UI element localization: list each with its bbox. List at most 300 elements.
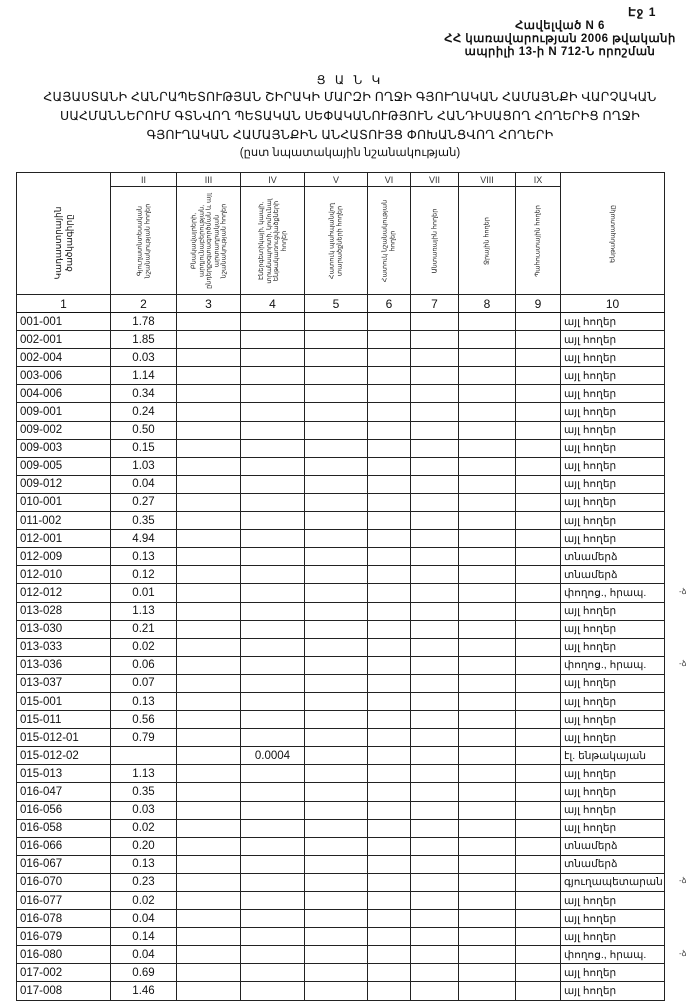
reserve-cell xyxy=(516,892,561,910)
settlements-cell xyxy=(177,548,241,566)
cadastral-code-cell: 013-028 xyxy=(17,602,111,620)
agricultural-area-cell: 0.20 xyxy=(111,837,177,855)
roman-numeral: IX xyxy=(516,173,561,187)
protected-cell xyxy=(305,313,368,331)
special-cell xyxy=(368,819,411,837)
agricultural-area-cell: 0.03 xyxy=(111,349,177,367)
reserve-cell xyxy=(516,783,561,801)
reserve-cell xyxy=(516,457,561,475)
forest-cell xyxy=(411,403,459,421)
water-cell xyxy=(459,855,516,873)
roman-numeral: VIII xyxy=(459,173,516,187)
protected-cell xyxy=(305,892,368,910)
energy-area-cell xyxy=(241,837,305,855)
water-cell xyxy=(459,403,516,421)
subpurpose-cell: տնամերձ xyxy=(561,548,665,566)
agricultural-area-cell: 0.02 xyxy=(111,892,177,910)
cadastral-code-cell: 012-010 xyxy=(17,566,111,584)
energy-area-cell xyxy=(241,566,305,584)
protected-cell xyxy=(305,530,368,548)
subpurpose-cell: փողոց., հրապ. xyxy=(561,946,665,964)
cadastral-code-cell: 015-011 xyxy=(17,711,111,729)
energy-area-cell xyxy=(241,783,305,801)
special-cell xyxy=(368,747,411,765)
protected-cell xyxy=(305,692,368,710)
settlements-cell xyxy=(177,946,241,964)
special-cell xyxy=(368,801,411,819)
settlements-cell xyxy=(177,783,241,801)
protected-cell xyxy=(305,620,368,638)
cadastral-code-cell: 009-001 xyxy=(17,403,111,421)
energy-area-cell xyxy=(241,982,305,1000)
document-title xyxy=(0,72,700,161)
table-row xyxy=(17,421,665,439)
agricultural-area-cell: 0.23 xyxy=(111,873,177,891)
reserve-cell xyxy=(516,729,561,747)
protected-cell xyxy=(305,457,368,475)
land-table xyxy=(16,172,665,1001)
protected-cell xyxy=(305,837,368,855)
water-cell xyxy=(459,729,516,747)
reserve-cell xyxy=(516,493,561,511)
forest-cell xyxy=(411,566,459,584)
forest-cell xyxy=(411,331,459,349)
protected-cell xyxy=(305,331,368,349)
reserve-cell xyxy=(516,331,561,349)
protected-cell xyxy=(305,638,368,656)
cadastral-code-cell: 004-006 xyxy=(17,385,111,403)
reserve-cell xyxy=(516,439,561,457)
header-text: Բնակավայրերի, արդյունաբերության, ընդերքօգտագործման և այլ արտադրական նշանակության հողեր xyxy=(189,192,227,289)
table-row xyxy=(17,819,665,837)
energy-area-cell xyxy=(241,548,305,566)
reserve-cell xyxy=(516,674,561,692)
energy-area-cell xyxy=(241,729,305,747)
agricultural-area-cell: 0.13 xyxy=(111,548,177,566)
column-number: 10 xyxy=(561,295,665,313)
energy-area-cell xyxy=(241,439,305,457)
subpurpose-cell: այլ հողեր xyxy=(561,349,665,367)
forest-cell xyxy=(411,493,459,511)
agricultural-area-cell: 0.24 xyxy=(111,403,177,421)
settlements-cell xyxy=(177,584,241,602)
header-protected xyxy=(305,187,368,295)
agricultural-area-cell: 0.03 xyxy=(111,801,177,819)
agricultural-area-cell: 0.14 xyxy=(111,928,177,946)
protected-cell xyxy=(305,548,368,566)
energy-area-cell xyxy=(241,910,305,928)
special-cell xyxy=(368,783,411,801)
agricultural-area-cell: 1.46 xyxy=(111,982,177,1000)
settlements-cell xyxy=(177,602,241,620)
water-cell xyxy=(459,493,516,511)
forest-cell xyxy=(411,711,459,729)
water-cell xyxy=(459,530,516,548)
water-cell xyxy=(459,747,516,765)
title-line-4: ԳՅՈՒՂԱԿԱՆ ՀԱՄԱՅՆՔԻՆ ԱՆՀԱՏՈՒՅՑ ՓՈԽԱՆՑՎՈՂ ՀՈՂԵՐԻ xyxy=(146,128,554,142)
special-cell xyxy=(368,910,411,928)
agricultural-area-cell: 0.27 xyxy=(111,493,177,511)
water-cell xyxy=(459,638,516,656)
subpurpose-cell: այլ հողեր xyxy=(561,331,665,349)
table-row xyxy=(17,946,665,964)
forest-cell xyxy=(411,765,459,783)
special-cell xyxy=(368,855,411,873)
header-text: Պահուստային հողեր xyxy=(534,204,542,277)
settlements-cell xyxy=(177,873,241,891)
table-row xyxy=(17,674,665,692)
subpurpose-cell: այլ հողեր xyxy=(561,439,665,457)
forest-cell xyxy=(411,729,459,747)
special-cell xyxy=(368,457,411,475)
special-cell xyxy=(368,331,411,349)
protected-cell xyxy=(305,946,368,964)
reserve-cell xyxy=(516,747,561,765)
protected-cell xyxy=(305,584,368,602)
table-row xyxy=(17,765,665,783)
special-cell xyxy=(368,892,411,910)
column-number-row xyxy=(17,295,665,313)
protected-cell xyxy=(305,385,368,403)
subpurpose-cell: փողոց., հրապ. xyxy=(561,584,665,602)
energy-area-cell xyxy=(241,801,305,819)
protected-cell xyxy=(305,873,368,891)
table-row xyxy=(17,493,665,511)
settlements-cell xyxy=(177,910,241,928)
water-cell xyxy=(459,946,516,964)
special-cell xyxy=(368,638,411,656)
subpurpose-cell: այլ հողեր xyxy=(561,711,665,729)
water-cell xyxy=(459,656,516,674)
table-row xyxy=(17,385,665,403)
energy-area-cell xyxy=(241,964,305,982)
water-cell xyxy=(459,964,516,982)
water-cell xyxy=(459,421,516,439)
table-row xyxy=(17,873,665,891)
settlements-cell xyxy=(177,512,241,530)
protected-cell xyxy=(305,475,368,493)
water-cell xyxy=(459,349,516,367)
reserve-cell xyxy=(516,656,561,674)
forest-cell xyxy=(411,457,459,475)
forest-cell xyxy=(411,982,459,1000)
special-cell xyxy=(368,928,411,946)
subpurpose-cell: այլ հողեր xyxy=(561,367,665,385)
column-number: 6 xyxy=(368,295,411,313)
energy-area-cell xyxy=(241,692,305,710)
water-cell xyxy=(459,837,516,855)
protected-cell xyxy=(305,493,368,511)
table-row xyxy=(17,982,665,1000)
special-cell xyxy=(368,620,411,638)
forest-cell xyxy=(411,747,459,765)
settlements-cell xyxy=(177,331,241,349)
water-cell xyxy=(459,692,516,710)
header-agricultural xyxy=(111,187,177,295)
cadastral-code-cell: 002-004 xyxy=(17,349,111,367)
protected-cell xyxy=(305,674,368,692)
energy-area-cell: 0.0004 xyxy=(241,747,305,765)
energy-area-cell xyxy=(241,892,305,910)
agricultural-area-cell: 0.07 xyxy=(111,674,177,692)
table-row xyxy=(17,783,665,801)
subpurpose-cell: այլ հողեր xyxy=(561,783,665,801)
subpurpose-cell: այլ հողեր xyxy=(561,674,665,692)
cadastral-code-cell: 015-012-02 xyxy=(17,747,111,765)
reserve-cell xyxy=(516,403,561,421)
reserve-cell xyxy=(516,711,561,729)
agricultural-area-cell: 0.04 xyxy=(111,475,177,493)
annex-line-1: Հավելված N 6 xyxy=(515,20,605,32)
reserve-cell xyxy=(516,548,561,566)
agricultural-area-cell: 1.13 xyxy=(111,602,177,620)
table-row xyxy=(17,837,665,855)
reserve-cell xyxy=(516,313,561,331)
water-cell xyxy=(459,566,516,584)
settlements-cell xyxy=(177,421,241,439)
forest-cell xyxy=(411,692,459,710)
water-cell xyxy=(459,602,516,620)
special-cell xyxy=(368,946,411,964)
settlements-cell xyxy=(177,439,241,457)
protected-cell xyxy=(305,982,368,1000)
special-cell xyxy=(368,729,411,747)
table-row xyxy=(17,548,665,566)
agricultural-area-cell: 0.50 xyxy=(111,421,177,439)
energy-area-cell xyxy=(241,421,305,439)
subpurpose-cell: այլ հողեր xyxy=(561,819,665,837)
agricultural-area-cell: 1.13 xyxy=(111,765,177,783)
reserve-cell xyxy=(516,584,561,602)
cadastral-code-cell: 010-001 xyxy=(17,493,111,511)
roman-numeral: VII xyxy=(411,173,459,187)
cadastral-code-cell: 016-077 xyxy=(17,892,111,910)
header-text: Հատուկ նշանակության հողեր xyxy=(381,199,396,282)
table-row xyxy=(17,349,665,367)
special-cell xyxy=(368,674,411,692)
settlements-cell xyxy=(177,982,241,1000)
cadastral-code-cell: 016-080 xyxy=(17,946,111,964)
forest-cell xyxy=(411,439,459,457)
water-cell xyxy=(459,765,516,783)
protected-cell xyxy=(305,602,368,620)
agricultural-area-cell: 1.03 xyxy=(111,457,177,475)
agricultural-area-cell: 0.12 xyxy=(111,566,177,584)
header-text: Հատուկ պահպանվող տարածքների հողեր xyxy=(328,202,343,279)
table-row xyxy=(17,602,665,620)
reserve-cell xyxy=(516,765,561,783)
water-cell xyxy=(459,910,516,928)
reserve-cell xyxy=(516,982,561,1000)
header-reserve xyxy=(516,187,561,295)
energy-area-cell xyxy=(241,457,305,475)
energy-area-cell xyxy=(241,602,305,620)
table-row xyxy=(17,566,665,584)
protected-cell xyxy=(305,819,368,837)
header-text: Անտառային հողեր xyxy=(430,208,438,273)
cadastral-code-cell: 016-067 xyxy=(17,855,111,873)
settlements-cell xyxy=(177,475,241,493)
settlements-cell xyxy=(177,403,241,421)
forest-cell xyxy=(411,530,459,548)
special-cell xyxy=(368,421,411,439)
agricultural-area-cell: 0.04 xyxy=(111,946,177,964)
water-cell xyxy=(459,892,516,910)
energy-area-cell xyxy=(241,765,305,783)
subpurpose-cell: այլ հողեր xyxy=(561,313,665,331)
energy-area-cell xyxy=(241,385,305,403)
energy-area-cell xyxy=(241,530,305,548)
table-row xyxy=(17,747,665,765)
subpurpose-cell: այլ հողեր xyxy=(561,638,665,656)
column-number: 8 xyxy=(459,295,516,313)
reserve-cell xyxy=(516,837,561,855)
header-text: Կադաստրային ծածկագիրը xyxy=(52,206,74,280)
reserve-cell xyxy=(516,692,561,710)
subpurpose-cell: այլ հողեր xyxy=(561,530,665,548)
reserve-cell xyxy=(516,349,561,367)
water-cell xyxy=(459,982,516,1000)
special-cell xyxy=(368,475,411,493)
water-cell xyxy=(459,331,516,349)
column-number: 2 xyxy=(111,295,177,313)
settlements-cell xyxy=(177,656,241,674)
table-row xyxy=(17,403,665,421)
settlements-cell xyxy=(177,674,241,692)
subpurpose-cell: տնամերձ xyxy=(561,855,665,873)
water-cell xyxy=(459,475,516,493)
roman-numeral: III xyxy=(177,173,241,187)
reserve-cell xyxy=(516,819,561,837)
margin-mark: -ձ xyxy=(679,586,687,596)
cadastral-code-cell: 009-003 xyxy=(17,439,111,457)
table-row xyxy=(17,855,665,873)
energy-area-cell xyxy=(241,873,305,891)
forest-cell xyxy=(411,584,459,602)
settlements-cell xyxy=(177,765,241,783)
agricultural-area-cell: 0.04 xyxy=(111,910,177,928)
subpurpose-cell: այլ հողեր xyxy=(561,620,665,638)
title-line-1: Ց Ա Ն Կ xyxy=(316,73,384,87)
special-cell xyxy=(368,512,411,530)
subpurpose-cell: այլ հողեր xyxy=(561,892,665,910)
water-cell xyxy=(459,457,516,475)
water-cell xyxy=(459,674,516,692)
settlements-cell xyxy=(177,729,241,747)
reserve-cell xyxy=(516,910,561,928)
agricultural-area-cell: 0.13 xyxy=(111,855,177,873)
protected-cell xyxy=(305,928,368,946)
reserve-cell xyxy=(516,855,561,873)
energy-area-cell xyxy=(241,475,305,493)
forest-cell xyxy=(411,421,459,439)
settlements-cell xyxy=(177,801,241,819)
table-row xyxy=(17,439,665,457)
cadastral-code-cell: 013-030 xyxy=(17,620,111,638)
table-row xyxy=(17,729,665,747)
settlements-cell xyxy=(177,892,241,910)
cadastral-code-cell: 012-001 xyxy=(17,530,111,548)
settlements-cell xyxy=(177,837,241,855)
subpurpose-cell: այլ հողեր xyxy=(561,692,665,710)
agricultural-area-cell: 0.01 xyxy=(111,584,177,602)
table-row xyxy=(17,530,665,548)
special-cell xyxy=(368,873,411,891)
water-cell xyxy=(459,313,516,331)
column-number: 5 xyxy=(305,295,368,313)
settlements-cell xyxy=(177,566,241,584)
header-settlements xyxy=(177,187,241,295)
table-row xyxy=(17,584,665,602)
table-row xyxy=(17,801,665,819)
forest-cell xyxy=(411,819,459,837)
agricultural-area-cell: 0.79 xyxy=(111,729,177,747)
column-number: 7 xyxy=(411,295,459,313)
table-row xyxy=(17,711,665,729)
protected-cell xyxy=(305,765,368,783)
reserve-cell xyxy=(516,475,561,493)
header-special xyxy=(368,187,411,295)
subpurpose-cell: այլ հողեր xyxy=(561,403,665,421)
cadastral-code-cell: 016-079 xyxy=(17,928,111,946)
special-cell xyxy=(368,711,411,729)
energy-area-cell xyxy=(241,349,305,367)
settlements-cell xyxy=(177,928,241,946)
page-number: Էջ 1 xyxy=(628,5,657,19)
protected-cell xyxy=(305,783,368,801)
roman-numeral: VI xyxy=(368,173,411,187)
special-cell xyxy=(368,982,411,1000)
settlements-cell xyxy=(177,638,241,656)
subpurpose-cell: այլ հողեր xyxy=(561,457,665,475)
water-cell xyxy=(459,367,516,385)
subpurpose-cell: էլ. ենթակայան xyxy=(561,747,665,765)
cadastral-code-cell: 009-012 xyxy=(17,475,111,493)
annex-line-3: ապրիլի 13-ի N 712-Ն որոշման xyxy=(464,46,656,58)
energy-area-cell xyxy=(241,638,305,656)
settlements-cell xyxy=(177,855,241,873)
energy-area-cell xyxy=(241,331,305,349)
subpurpose-cell: այլ հողեր xyxy=(561,928,665,946)
table-row xyxy=(17,313,665,331)
special-cell xyxy=(368,385,411,403)
table-row xyxy=(17,910,665,928)
cadastral-code-cell: 013-033 xyxy=(17,638,111,656)
forest-cell xyxy=(411,367,459,385)
agricultural-area-cell: 0.13 xyxy=(111,692,177,710)
subpurpose-cell: այլ հողեր xyxy=(561,982,665,1000)
energy-area-cell xyxy=(241,819,305,837)
water-cell xyxy=(459,873,516,891)
agricultural-area-cell: 1.78 xyxy=(111,313,177,331)
reserve-cell xyxy=(516,946,561,964)
special-cell xyxy=(368,964,411,982)
table-row xyxy=(17,928,665,946)
table-row xyxy=(17,367,665,385)
water-cell xyxy=(459,439,516,457)
agricultural-area-cell: 0.06 xyxy=(111,656,177,674)
agricultural-area-cell: 0.02 xyxy=(111,638,177,656)
energy-area-cell xyxy=(241,403,305,421)
forest-cell xyxy=(411,512,459,530)
special-cell xyxy=(368,530,411,548)
table-row xyxy=(17,512,665,530)
subpurpose-cell: այլ հողեր xyxy=(561,512,665,530)
forest-cell xyxy=(411,910,459,928)
margin-mark: -ձ xyxy=(679,948,687,958)
forest-cell xyxy=(411,349,459,367)
reserve-cell xyxy=(516,638,561,656)
